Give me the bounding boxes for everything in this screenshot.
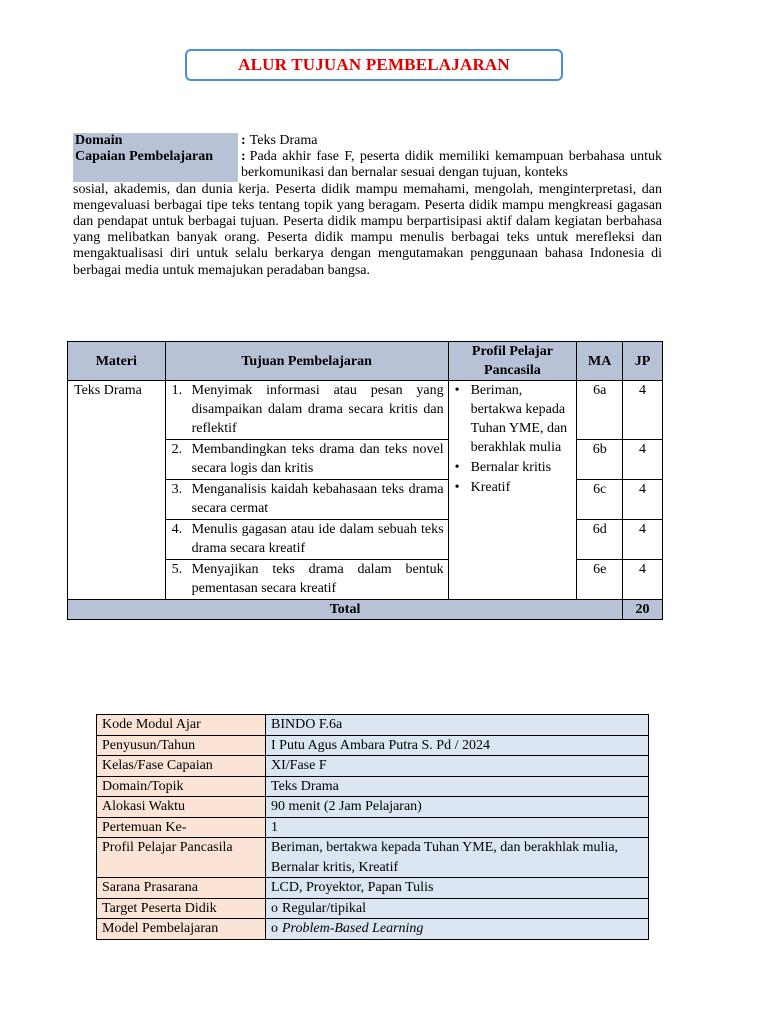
ma-cell: 6c — [577, 480, 623, 520]
profil-cell — [448, 381, 577, 600]
modul-key: Target Peserta Didik — [97, 898, 266, 919]
profil-text: Beriman, bertakwa kepada Tuhan YME, dan berakhlak mulia — [470, 383, 568, 455]
page-title: ALUR TUJUAN PEMBELAJARAN — [238, 55, 510, 74]
table-row — [68, 381, 663, 440]
capaian-section — [73, 133, 662, 279]
circle-bullet-icon: o — [271, 900, 278, 916]
modul-value: Problem-Based Learning — [282, 921, 424, 936]
modul-value: XI/Fase F — [266, 756, 649, 777]
ma-cell: 6d — [577, 520, 623, 560]
domain-row — [73, 133, 662, 149]
materi-cell: Teks Drama — [68, 381, 166, 600]
ma-cell: 6a — [577, 381, 623, 440]
header-profil: Profil Pelajar Pancasila — [448, 342, 577, 381]
profil-text: Kreatif — [470, 480, 511, 495]
modul-value: 1 — [266, 817, 649, 838]
modul-key: Kode Modul Ajar — [97, 715, 266, 736]
atp-table — [67, 341, 663, 620]
ma-cell: 6e — [577, 560, 623, 600]
modul-key: Sarana Prasarana — [97, 878, 266, 899]
domain-label: Domain — [73, 133, 238, 149]
jp-cell: 4 — [623, 440, 663, 480]
table-row — [97, 715, 649, 736]
header-ma: MA — [577, 342, 623, 381]
modul-value: Beriman, bertakwa kepada Tuhan YME, dan berakhlak mulia, Bernalar kritis, Kreatif — [266, 838, 649, 878]
tp-number: 4. — [171, 522, 183, 537]
tp-text: Menganalisis kaidah kebahasaan teks drama secara cermat — [191, 482, 444, 516]
ma-cell: 6b — [577, 440, 623, 480]
bullet-icon: • — [454, 383, 460, 398]
tp-number: 2. — [171, 442, 183, 457]
header-materi: Materi — [68, 342, 166, 381]
modul-value: I Putu Agus Ambara Putra S. Pd / 2024 — [266, 735, 649, 756]
modul-key: Profil Pelajar Pancasila — [97, 838, 266, 878]
table-row — [97, 817, 649, 838]
modul-value: 90 menit (2 Jam Pelajaran) — [266, 797, 649, 818]
list-item — [455, 381, 575, 457]
table-row — [97, 756, 649, 777]
modul-info-table — [96, 714, 649, 940]
modul-key: Kelas/Fase Capaian — [97, 756, 266, 777]
jp-cell: 4 — [623, 520, 663, 560]
modul-value: LCD, Proyektor, Papan Tulis — [266, 878, 649, 899]
modul-value: Regular/tipikal — [282, 900, 366, 916]
modul-key: Alokasi Waktu — [97, 797, 266, 818]
modul-key: Penyusun/Tahun — [97, 735, 266, 756]
jp-cell: 4 — [623, 560, 663, 600]
total-value: 20 — [623, 600, 663, 620]
modul-value: BINDO F.6a — [266, 715, 649, 736]
profil-text: Bernalar kritis — [470, 460, 552, 475]
tp-text: Menyajikan teks drama dalam bentuk pementasan secara kreatif — [191, 562, 444, 596]
tp-text: Menulis gagasan atau ide dalam sebuah teks drama secara kreatif — [191, 522, 444, 556]
jp-cell: 4 — [623, 480, 663, 520]
cp-separator: : — [241, 149, 246, 165]
cp-label: Capaian Pembelajaran — [73, 149, 238, 181]
header-jp: JP — [623, 342, 663, 381]
table-row — [97, 898, 649, 919]
cp-text: sosial, akademis, dan dunia kerja. Peserta didik mampu memahami, mengolah, menginterpretasi, dan mengevaluasi berbagai tipe teks tentang topik yang beragam. Peserta didik mampu mengkreasi gagasan dan pendapat untuk berbagai tujuan. Peserta didik mampu berpartisipasi aktif dalam kegiatan berbahasa yang melibatkan banyak orang. Peserta didik mampu menulis berbagai teks untuk merefleksi dan mengaktualisasi diri untuk selalu berkarya dengan mengutamakan penggunaan bahasa Indonesia di berbagai media untuk memajukan peradaban bangsa. — [73, 181, 662, 278]
domain-separator: : — [241, 133, 246, 148]
total-row — [68, 600, 663, 620]
modul-key: Domain/Topik — [97, 776, 266, 797]
table-row — [97, 797, 649, 818]
modul-key: Pertemuan Ke- — [97, 817, 266, 838]
bullet-icon: • — [454, 460, 460, 475]
table-row — [97, 776, 649, 797]
cp-row — [73, 149, 662, 181]
cp-first-line: Pada akhir fase F, peserta didik memiliki kemampuan berbahasa untuk berkomunikasi dan bernalar sesuai dengan tujuan, konteks — [241, 149, 662, 181]
table-row — [97, 838, 649, 878]
modul-key: Model Pembelajaran — [97, 919, 266, 940]
tp-number: 1. — [171, 383, 183, 398]
bullet-icon: • — [454, 480, 460, 495]
total-label: Total — [68, 600, 623, 620]
domain-value: Teks Drama — [249, 133, 318, 148]
modul-value: Teks Drama — [266, 776, 649, 797]
tp-text: Menyimak informasi atau pesan yang disampaikan dalam drama secara kritis dan reflektif — [191, 383, 444, 436]
tp-number: 3. — [171, 482, 183, 497]
list-item — [455, 478, 575, 497]
header-tujuan: Tujuan Pembelajaran — [165, 342, 448, 381]
jp-cell: 4 — [623, 381, 663, 440]
table-row — [97, 878, 649, 899]
table-row — [97, 919, 649, 940]
page-title-box — [185, 49, 563, 81]
table-row — [97, 735, 649, 756]
circle-bullet-icon: o — [271, 921, 278, 936]
tp-text: Membandingkan teks drama dan teks novel secara logis dan kritis — [191, 442, 444, 476]
tp-number: 5. — [171, 562, 183, 577]
list-item — [455, 458, 575, 477]
